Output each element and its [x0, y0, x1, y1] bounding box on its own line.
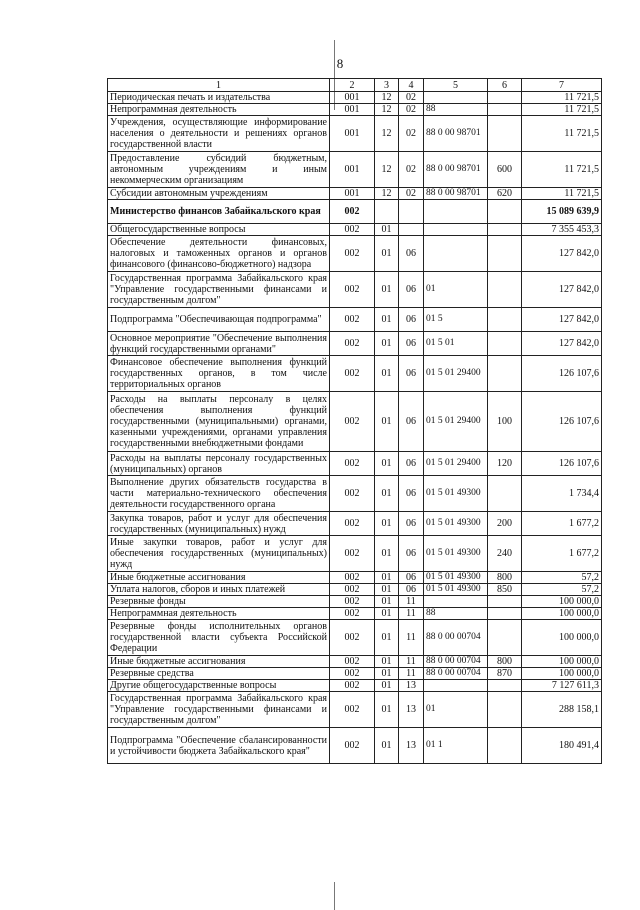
amount: 11 721,5 [522, 152, 602, 188]
section-code: 01 [375, 224, 399, 236]
table-row [108, 116, 602, 152]
table-row [108, 656, 602, 668]
row-name: Иные закупки товаров, работ и услуг для обеспечения государственных (муниципальных) нужд [108, 536, 330, 572]
ministry-code: 002 [330, 272, 375, 308]
row-name: Резервные фонды [108, 596, 330, 608]
ministry-code: 002 [330, 620, 375, 656]
table-row [108, 728, 602, 764]
row-name: Учреждения, осуществляющие информирование населения о деятельности и решениях органов государственной власти [108, 116, 330, 152]
amount: 11 721,5 [522, 188, 602, 200]
row-name: Субсидии автономным учреждениям [108, 188, 330, 200]
row-name: Иные бюджетные ассигнования [108, 656, 330, 668]
expense-type-code: 100 [488, 392, 522, 452]
target-article-code [424, 596, 488, 608]
row-name: Выполнение других обязательств государства в части материально-технического обеспечения деятельности государственного органа [108, 476, 330, 512]
table-row [108, 572, 602, 584]
ministry-code: 002 [330, 584, 375, 596]
ministry-code: 002 [330, 332, 375, 356]
amount: 127 842,0 [522, 272, 602, 308]
target-article-code: 01 5 01 49300 [424, 572, 488, 584]
section-code: 01 [375, 584, 399, 596]
ministry-code: 002 [330, 596, 375, 608]
table-row [108, 104, 602, 116]
expense-type-code [488, 680, 522, 692]
expense-type-code [488, 92, 522, 104]
amount: 100 000,0 [522, 620, 602, 656]
section-code: 01 [375, 308, 399, 332]
target-article-code: 88 0 00 00704 [424, 668, 488, 680]
subsection-code [399, 200, 424, 224]
section-code: 01 [375, 236, 399, 272]
table-row [108, 608, 602, 620]
ministry-code: 002 [330, 668, 375, 680]
table-row [108, 584, 602, 596]
amount: 127 842,0 [522, 236, 602, 272]
subsection-code: 11 [399, 596, 424, 608]
row-name: Резервные фонды исполнительных органов государственной власти субъекта Российской Федерации [108, 620, 330, 656]
table-row [108, 236, 602, 272]
section-code: 01 [375, 656, 399, 668]
section-code: 01 [375, 536, 399, 572]
ministry-code: 002 [330, 476, 375, 512]
subsection-code: 13 [399, 680, 424, 692]
ministry-code: 002 [330, 452, 375, 476]
amount: 57,2 [522, 572, 602, 584]
column-header: 1 [108, 79, 330, 92]
amount: 126 107,6 [522, 392, 602, 452]
section-code: 01 [375, 680, 399, 692]
subsection-code: 02 [399, 92, 424, 104]
section-code: 01 [375, 332, 399, 356]
ministry-code: 002 [330, 308, 375, 332]
row-name: Подпрограмма "Обеспечивающая подпрограмма" [108, 308, 330, 332]
expense-type-code [488, 236, 522, 272]
ministry-code: 002 [330, 236, 375, 272]
subsection-code: 06 [399, 236, 424, 272]
amount: 100 000,0 [522, 668, 602, 680]
ministry-code: 002 [330, 356, 375, 392]
expense-type-code: 850 [488, 584, 522, 596]
row-name: Основное мероприятие "Обеспечение выполнения функций государственными органами" [108, 332, 330, 356]
table-row [108, 272, 602, 308]
table-row [108, 536, 602, 572]
section-code: 01 [375, 392, 399, 452]
section-code: 01 [375, 512, 399, 536]
subsection-code: 11 [399, 656, 424, 668]
ministry-code: 001 [330, 92, 375, 104]
section-code: 01 [375, 728, 399, 764]
expense-type-code [488, 620, 522, 656]
table-row [108, 188, 602, 200]
row-name: Финансовое обеспечение выполнения функций государственных органов, в том числе территориальных органов [108, 356, 330, 392]
table-row [108, 200, 602, 224]
table-row [108, 152, 602, 188]
subsection-code: 06 [399, 476, 424, 512]
expense-type-code [488, 608, 522, 620]
column-header: 6 [488, 79, 522, 92]
section-code: 12 [375, 188, 399, 200]
column-header: 4 [399, 79, 424, 92]
ministry-code: 002 [330, 392, 375, 452]
row-name: Непрограммная деятельность [108, 608, 330, 620]
expense-type-code [488, 308, 522, 332]
ministry-code: 002 [330, 656, 375, 668]
amount: 100 000,0 [522, 596, 602, 608]
section-code: 12 [375, 104, 399, 116]
subsection-code: 06 [399, 512, 424, 536]
ministry-code: 001 [330, 188, 375, 200]
target-article-code [424, 680, 488, 692]
section-code: 12 [375, 116, 399, 152]
subsection-code [399, 224, 424, 236]
target-article-code: 01 5 01 49300 [424, 476, 488, 512]
target-article-code: 88 [424, 608, 488, 620]
ministry-code: 002 [330, 680, 375, 692]
section-code: 01 [375, 668, 399, 680]
row-name: Предоставление субсидий бюджетным, автономным учреждениям и иным некоммерческим организациям [108, 152, 330, 188]
amount: 11 721,5 [522, 116, 602, 152]
expense-type-code: 870 [488, 668, 522, 680]
section-code: 01 [375, 476, 399, 512]
expense-type-code [488, 116, 522, 152]
ministry-code: 001 [330, 116, 375, 152]
table-row [108, 92, 602, 104]
section-code: 01 [375, 272, 399, 308]
table-row [108, 452, 602, 476]
expense-type-code [488, 596, 522, 608]
amount: 127 842,0 [522, 332, 602, 356]
subsection-code: 06 [399, 572, 424, 584]
table-body [108, 92, 602, 764]
ministry-code: 002 [330, 224, 375, 236]
expense-type-code [488, 224, 522, 236]
row-name: Резервные средства [108, 668, 330, 680]
section-code: 01 [375, 692, 399, 728]
target-article-code [424, 224, 488, 236]
target-article-code [424, 200, 488, 224]
ministry-code: 002 [330, 512, 375, 536]
amount: 100 000,0 [522, 608, 602, 620]
subsection-code: 06 [399, 584, 424, 596]
table-row [108, 308, 602, 332]
row-name: Общегосударственные вопросы [108, 224, 330, 236]
subsection-code: 06 [399, 452, 424, 476]
amount: 1 734,4 [522, 476, 602, 512]
expense-type-code: 600 [488, 152, 522, 188]
row-name: Уплата налогов, сборов и иных платежей [108, 584, 330, 596]
target-article-code: 01 5 01 [424, 332, 488, 356]
expense-type-code [488, 104, 522, 116]
ministry-code: 002 [330, 200, 375, 224]
subsection-code: 02 [399, 152, 424, 188]
amount: 127 842,0 [522, 308, 602, 332]
section-code: 12 [375, 92, 399, 104]
amount: 126 107,6 [522, 356, 602, 392]
table-row [108, 224, 602, 236]
row-name: Другие общегосударственные вопросы [108, 680, 330, 692]
amount: 126 107,6 [522, 452, 602, 476]
subsection-code: 06 [399, 536, 424, 572]
expense-type-code: 120 [488, 452, 522, 476]
target-article-code [424, 236, 488, 272]
table-row [108, 392, 602, 452]
ministry-code: 002 [330, 728, 375, 764]
table-row [108, 692, 602, 728]
ministry-code: 001 [330, 152, 375, 188]
amount: 15 089 639,9 [522, 200, 602, 224]
subsection-code: 06 [399, 392, 424, 452]
expense-type-code: 200 [488, 512, 522, 536]
expense-type-code: 800 [488, 572, 522, 584]
target-article-code: 88 0 00 98701 [424, 116, 488, 152]
row-name: Периодическая печать и издательства [108, 92, 330, 104]
subsection-code: 02 [399, 188, 424, 200]
section-code: 01 [375, 356, 399, 392]
column-header: 3 [375, 79, 399, 92]
row-name: Государственная программа Забайкальского края "Управление государственными финансами и государственным долгом" [108, 692, 330, 728]
section-code: 12 [375, 152, 399, 188]
expense-type-code [488, 692, 522, 728]
subsection-code: 06 [399, 272, 424, 308]
amount: 57,2 [522, 584, 602, 596]
row-name: Расходы на выплаты персоналу государственных (муниципальных) органов [108, 452, 330, 476]
scan-fold-mark-bottom [334, 882, 335, 910]
subsection-code: 02 [399, 116, 424, 152]
expense-type-code: 620 [488, 188, 522, 200]
ministry-code: 002 [330, 572, 375, 584]
subsection-code: 13 [399, 728, 424, 764]
row-name: Закупка товаров, работ и услуг для обеспечения государственных (муниципальных) нужд [108, 512, 330, 536]
section-code: 01 [375, 572, 399, 584]
target-article-code: 01 5 01 49300 [424, 536, 488, 572]
expense-type-code [488, 332, 522, 356]
section-code: 01 [375, 620, 399, 656]
row-name: Расходы на выплаты персоналу в целях обеспечения выполнения функций государственными (муниципальными) органами, казенными учреждениями, органами управления государственными внебюджетными фондами [108, 392, 330, 452]
subsection-code: 13 [399, 692, 424, 728]
amount: 180 491,4 [522, 728, 602, 764]
target-article-code: 01 1 [424, 728, 488, 764]
target-article-code: 88 0 00 98701 [424, 152, 488, 188]
row-name: Обеспечение деятельности финансовых, налоговых и таможенных органов и органов финансового (финансово-бюджетного) надзора [108, 236, 330, 272]
ministry-code: 001 [330, 104, 375, 116]
amount: 1 677,2 [522, 512, 602, 536]
target-article-code: 88 [424, 104, 488, 116]
subsection-code: 06 [399, 332, 424, 356]
amount: 7 355 453,3 [522, 224, 602, 236]
section-code: 01 [375, 452, 399, 476]
expense-type-code [488, 200, 522, 224]
page-number: 8 [336, 56, 344, 71]
subsection-code: 06 [399, 308, 424, 332]
expense-type-code [488, 356, 522, 392]
target-article-code: 88 0 00 98701 [424, 188, 488, 200]
expense-type-code [488, 272, 522, 308]
row-name: Министерство финансов Забайкальского края [108, 200, 330, 224]
target-article-code: 01 5 [424, 308, 488, 332]
row-name: Государственная программа Забайкальского края "Управление государственными финансами и государственным долгом" [108, 272, 330, 308]
expense-type-code [488, 728, 522, 764]
table-row [108, 476, 602, 512]
amount: 11 721,5 [522, 92, 602, 104]
target-article-code: 88 0 00 00704 [424, 620, 488, 656]
section-code [375, 200, 399, 224]
table-row [108, 680, 602, 692]
amount: 288 158,1 [522, 692, 602, 728]
column-header: 2 [330, 79, 375, 92]
subsection-code: 11 [399, 668, 424, 680]
section-code: 01 [375, 596, 399, 608]
subsection-code: 11 [399, 608, 424, 620]
ministry-code: 002 [330, 536, 375, 572]
amount: 1 677,2 [522, 536, 602, 572]
target-article-code: 88 0 00 00704 [424, 656, 488, 668]
table-row [108, 332, 602, 356]
amount: 11 721,5 [522, 104, 602, 116]
row-name: Непрограммная деятельность [108, 104, 330, 116]
row-name: Подпрограмма "Обеспечение сбалансированности и устойчивости бюджета Забайкальского края" [108, 728, 330, 764]
table-row [108, 620, 602, 656]
expense-type-code: 240 [488, 536, 522, 572]
section-code: 01 [375, 608, 399, 620]
target-article-code: 01 5 01 49300 [424, 584, 488, 596]
subsection-code: 02 [399, 104, 424, 116]
expense-type-code [488, 476, 522, 512]
subsection-code: 11 [399, 620, 424, 656]
table-row [108, 512, 602, 536]
table-row [108, 356, 602, 392]
budget-table [107, 78, 602, 764]
expense-type-code: 800 [488, 656, 522, 668]
table-header-row [108, 79, 602, 92]
target-article-code: 01 5 01 29400 [424, 356, 488, 392]
table-row [108, 596, 602, 608]
table-row [108, 668, 602, 680]
column-header: 7 [522, 79, 602, 92]
amount: 7 127 611,3 [522, 680, 602, 692]
target-article-code: 01 5 01 29400 [424, 452, 488, 476]
subsection-code: 06 [399, 356, 424, 392]
column-header: 5 [424, 79, 488, 92]
target-article-code: 01 5 01 49300 [424, 512, 488, 536]
target-article-code: 01 [424, 692, 488, 728]
ministry-code: 002 [330, 608, 375, 620]
ministry-code: 002 [330, 692, 375, 728]
row-name: Иные бюджетные ассигнования [108, 572, 330, 584]
target-article-code [424, 92, 488, 104]
target-article-code: 01 5 01 29400 [424, 392, 488, 452]
amount: 100 000,0 [522, 656, 602, 668]
target-article-code: 01 [424, 272, 488, 308]
